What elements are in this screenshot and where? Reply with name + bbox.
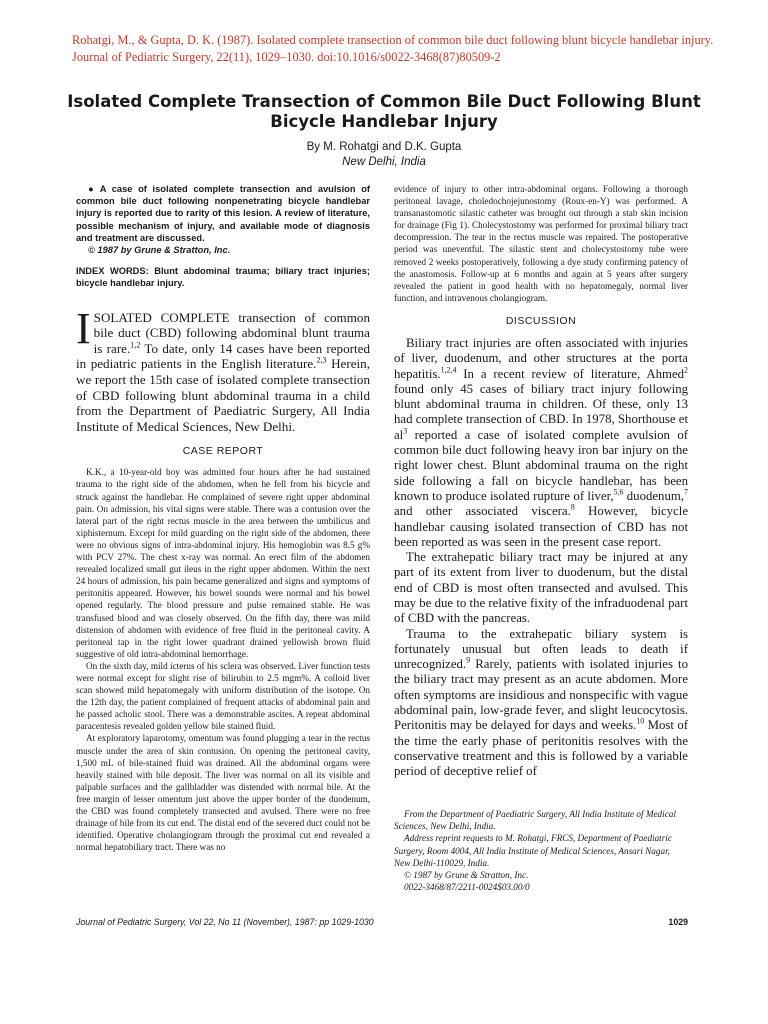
citation[interactable]: Rohatgi, M., & Gupta, D. K. (1987). Isolated complete transection of common bile duct following blunt bicycle handlebar injury. Journal of Pediatric Surgery, 22(11), 1029–1030. doi:10.1016/s0022-3468(87)80509-2 xyxy=(72,33,714,64)
case-paragraph: At exploratory laparotomy, omentum was found plugging a tear in the rectus muscle under the area of skin contusion. On opening the peritoneal cavity, 1,500 mL of bile-stained fluid was drained. All the abdominal organs were heavily stained with bile deposit. The liver was normal on all its visible and palpable surfaces and the gallbladder was distended with normal bile. At the free margin of lesser omentum just above the upper border of the duodenum, the CBD was found completely transected and avulsed. There were no free drainage of bile from its cut end. The distal end of the severed duct could not be identified. Operative cholangiogram through the proximal cut end revealed a normal hepatobiliary tract. There was no xyxy=(76,733,370,853)
discussion-paragraph: Biliary tract injuries are often associated with injuries of liver, duodenum, and other structures at the porta hepatitis.$^{1,2,4}$ In a recent review of literature, Ahmed$^2$ found only 45 cases of biliary tract injury following blunt abdominal trauma in children. Of these, only 13 had complete transection of CBD. In 1978, Shorthouse et $al^3$ reported a case of isolated complete avulsion of common bile duct following heavy iron bar injury on the right lower chest. Blunt abdominal trauma on the right side following a fall on bicycle handlebar, has been known to produce isolated rupture of liver,$^{5,6}$ duodenum,$^7$ and other associated viscera.$^8$ However, bicycle handlebar causing isolated transection of CBD has not been reported as was seen in the present case report. xyxy=(394,335,688,549)
left-column xyxy=(76,183,370,853)
page-footer xyxy=(76,917,688,927)
index-words: INDEX WORDS: Blunt abdominal trauma; biliary tract injuries; bicycle handlebar injury. xyxy=(76,266,370,289)
article-code: 0022-3468/87/2211-0024$03.00/0 xyxy=(404,882,530,893)
discussion-paragraph: The extrahepatic biliary tract may be injured at any part of its extent from liver to duodenum, but the distal end of CBD is most often transected and avulsed. This may be due to the relative fixity of the infraduodenal part of CBD with the pancreas. xyxy=(394,550,688,626)
discussion-paragraph: Trauma to the extrahepatic biliary system is fortunately unusual but often leads to death if unrecognized.$^9$ Rarely, patients with isolated injuries to the biliary tract may present as an acute abdomen. More often symptoms are insidious and nonspecific with vague abdominal pain, low-grade fever, and slight leucocytosis. Peritonitis may be delayed for days and weeks.$^{10}$ Most of the time the early phase of peritonitis resolves with the conservative treatment and this is followed by a variable period of deceptive relief of xyxy=(394,626,688,779)
case-paragraph: K.K., a 10-year-old boy was admitted four hours after he had sustained trauma to the right side of the abdomen, when he fell from his bicycle and struck against the handlebar. He complained of severe right upper abdominal pain. On admission, his vital signs were stable. There was a contusion over the lateral part of the right rectus muscle in the area between the umbilicus and xiphisternum. Except for mild guarding on the right side of the abdomen, there were no obvious signs of intra-abdominal injury. His hemoglobin was 8.5 g% with PCV 27%. The chest x-ray was normal. An erect film of the abdomen revealed localized small gut ileus in the right upper abdomen. Within the next 24 hours of admission, his pain became generalized and signs and symptoms of peritonitis appeared. However, his bowel sounds were normal and his bowel opened regularly. The blood pressure and pulse remained stable. He was transfused blood and was closely observed. On the fifth day, there was mild distension of abdomen with evidence of free fluid in the peritoneal cavity. A peritoneal tap in the right lower quadrant drained yellowish brown fluid suggestive of old intra-abdominal hemorrhage. xyxy=(76,467,370,659)
affiliation-from: From the Department of Paediatric Surgery, All India Institute of Medical Sciences, New Delhi, India. xyxy=(394,809,676,832)
abstract-copyright: © 1987 by Grune & Stratton, Inc. xyxy=(88,245,231,256)
affiliation-copyright: © 1987 by Grune & Stratton, Inc. xyxy=(404,870,529,881)
bullet-icon: ● xyxy=(88,184,97,194)
intro-paragraph: ISOLATED COMPLETE transection of common bile duct (CBD) following abdominal blunt trauma is rare.$^{1,2}$ To date, only 14 cases have been reported in pediatric patients in the English literature.$^{2,3}$ Herein, we report the 15th case of isolated complete transection of CBD following blunt abdominal trauma in a child from the Department of Paediatric Surgery, All India Institute of Medical Sciences, New Delhi. xyxy=(76,303,370,434)
article-title: Isolated Complete Transection of Common Bile Duct Following Blunt Bicycle Handlebar Injury xyxy=(67,92,701,131)
affiliation-note xyxy=(394,808,688,893)
right-column xyxy=(394,183,688,780)
case-continuation: evidence of injury to other intra-abdominal organs. Following a thorough peritoneal lavage, choledochojejunostomy (Roux-en-Y) was performed. A transanastomotic silastic catheter was brought out through a stab skin incision for drainage (Fig 1). Cholecystostomy was performed for proximal biliary tract decompression. The tear in the rectus muscle was repaired. The postoperative period was uneventful. The silastic stent and cholecystostomy tube were removed 2 weeks postoperatively, following a dye study confirming patency of the anastomosis. Follow-up at 6 months and again at 5 years after surgery revealed the patient in good health with no hepatomegaly, normal liver function, and intravenous cholangiogram. xyxy=(394,184,688,303)
journal-reference: Journal of Pediatric Surgery, Vol 22, No 11 (November), 1987: pp 1029-1030 xyxy=(76,917,374,927)
authors: By M. Rohatgi and D.K. Gupta xyxy=(306,141,462,153)
case-paragraph: On the sixth day, mild icterus of his sclera was observed. Liver function tests were normal except for slight rise of bilirubin to 2.5 mgm%. A colloid liver scan showed mild hepatomegaly with uniform distribution of the isotope. On the 12th day, the patient complained of frequent attacks of abdominal pain and he passed acholic stool. There was a demonstrable ascites. A repeat abdominal paracentesis revealed golden yellow bile stained fluid. xyxy=(76,660,370,732)
page-number: 1029 xyxy=(668,917,688,927)
reprint-address: Address reprint requests to M. Rohatgi, FRCS, Department of Paediatric Surgery, Room 4004, All India Institute of Medical Sciences, Ansari Nagar, New Delhi-110029, India. xyxy=(394,833,672,868)
discussion-heading: DISCUSSION xyxy=(505,314,577,327)
abstract xyxy=(76,183,370,244)
case-report-heading: CASE REPORT xyxy=(182,445,264,458)
drop-cap: I xyxy=(76,303,91,353)
byline xyxy=(40,140,728,170)
abstract-text: A case of isolated complete transection and avulsion of common bile duct following nonpenetrating bicycle handlebar injury is reported due to rarity of this lesion. A review of literature, possible mechanism of injury, and available mode of diagnosis and treatment are discussed. xyxy=(76,184,370,243)
author-location: New Delhi, India xyxy=(342,156,426,168)
